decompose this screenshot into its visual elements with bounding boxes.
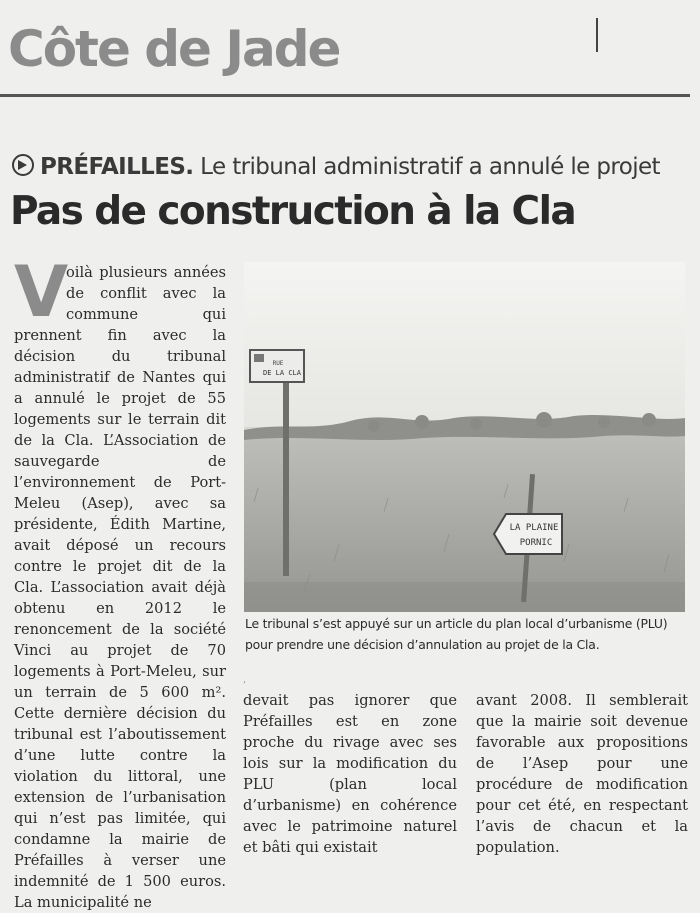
street-sign-line-2: DE LA CLA: [263, 369, 301, 377]
article-column-2: [243, 690, 457, 858]
article-photo: [244, 262, 685, 612]
headline: Pas de construction à la Cla: [10, 189, 576, 234]
kicker: [12, 152, 692, 180]
article-column-1: [14, 251, 226, 913]
field-photo-illustration: [244, 262, 685, 612]
article-column-3: [476, 690, 688, 858]
kicker-place: PRÉFAILLES.: [40, 154, 194, 180]
direction-sign-line-1: LA PLAINE: [509, 523, 559, 533]
section-rule: [0, 94, 690, 97]
street-sign-line-1: RUE: [272, 360, 284, 367]
column-divider: [596, 18, 598, 52]
drop-cap: V: [14, 251, 69, 333]
arrow-circle-icon: [12, 154, 34, 176]
kicker-text: Le tribunal administratif a annulé le projet: [200, 154, 660, 180]
photo-caption: Le tribunal s’est appuyé sur un article du plan local d’urbanisme (PLU) pour prendre une décision d’annulation au projet de la Cla.: [245, 616, 668, 652]
section-title: Côte de Jade: [8, 20, 340, 78]
print-mark: ,: [243, 674, 247, 685]
article-text: avant 2008. Il semblerait que la mairie soit devenue favorable aux propositions de l’Asep pour une procédure de modification pour cet été, en respectant l’avis de chacun et la population.: [476, 692, 688, 856]
article-text: oilà plusieurs années de conflit avec la commune qui prennent fin avec la décision du tribunal administratif de Nantes qui a annulé le projet de 55 logements sur le terrain dit de la Cla. L’Association de sauvegarde de l’environnement de Port-Meleu (Asep), avec sa présidente, Édith Martine, avait déposé un recours contre le projet dit de la Cla. L’association avait déjà obtenu en 2012 le renoncement de la société Vinci au projet de 70 logements à Port-Meleu, sur un terrain de 5 600 m². Cette dernière décision du tribunal est l’aboutissement d’une lutte contre la violation du littoral, une extension de l’urbanisation qui n’est pas limitée, qui condamne la mairie de Préfailles à verser une indemnité de 1 500 euros. La municipalité ne: [14, 264, 226, 911]
direction-sign-line-2: PORNIC: [519, 538, 553, 548]
article-text: devait pas ignorer que Préfailles est en zone proche du rivage avec ses lois sur la modification du PLU (plan local d’urbanisme) en cohérence avec le patrimoine naturel et bâti qui existait: [243, 692, 457, 856]
